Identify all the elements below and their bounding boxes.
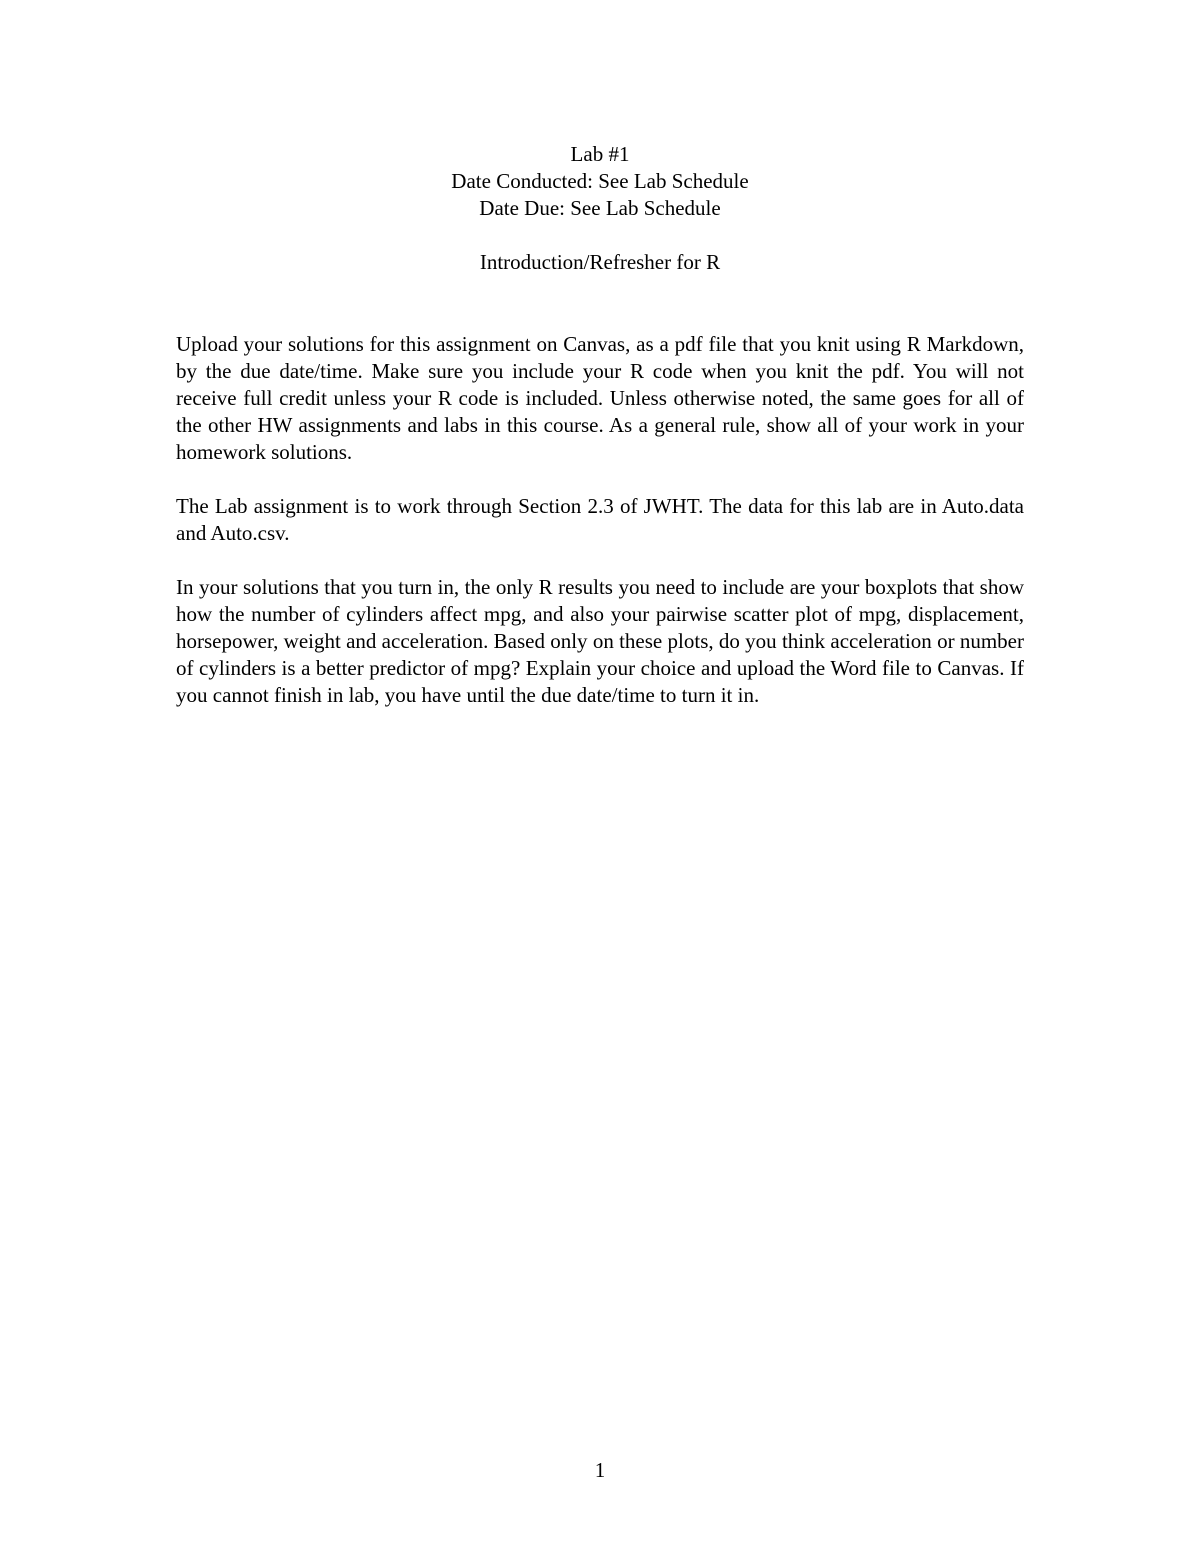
date-conducted: Date Conducted: See Lab Schedule [451, 169, 749, 193]
document-body [176, 331, 1024, 709]
lab-title: Lab #1 [570, 142, 630, 166]
paragraph-upload-instructions: Upload your solutions for this assignment on Canvas, as a pdf file that you knit using R Markdown, by the due date/time. Make sure you include your R code when you knit the pdf. You will not receive full credit unless your R code is included. Unless otherwise noted, the same goes for all of the other HW assignments and labs in this course. As a general rule, show all of your work in your homework solutions. [176, 332, 1024, 464]
paragraph-lab-assignment: The Lab assignment is to work through Section 2.3 of JWHT. The data for this lab are in Auto.data and Auto.csv. [176, 494, 1024, 545]
document-subtitle: Introduction/Refresher for R [479, 250, 721, 274]
date-due: Date Due: See Lab Schedule [479, 196, 721, 220]
page-number: 1 [594, 1458, 606, 1482]
document-header [0, 141, 1200, 276]
paragraph-results-requirements: In your solutions that you turn in, the only R results you need to include are your boxplots that show how the number of cylinders affect mpg, and also your pairwise scatter plot of mpg, displacement, horsepower, weight and acceleration. Based only on these plots, do you think acceleration or number of cylinders is a better predictor of mpg? Explain your choice and upload the Word file to Canvas. If you cannot finish in lab, you have until the due date/time to turn it in. [176, 575, 1024, 707]
